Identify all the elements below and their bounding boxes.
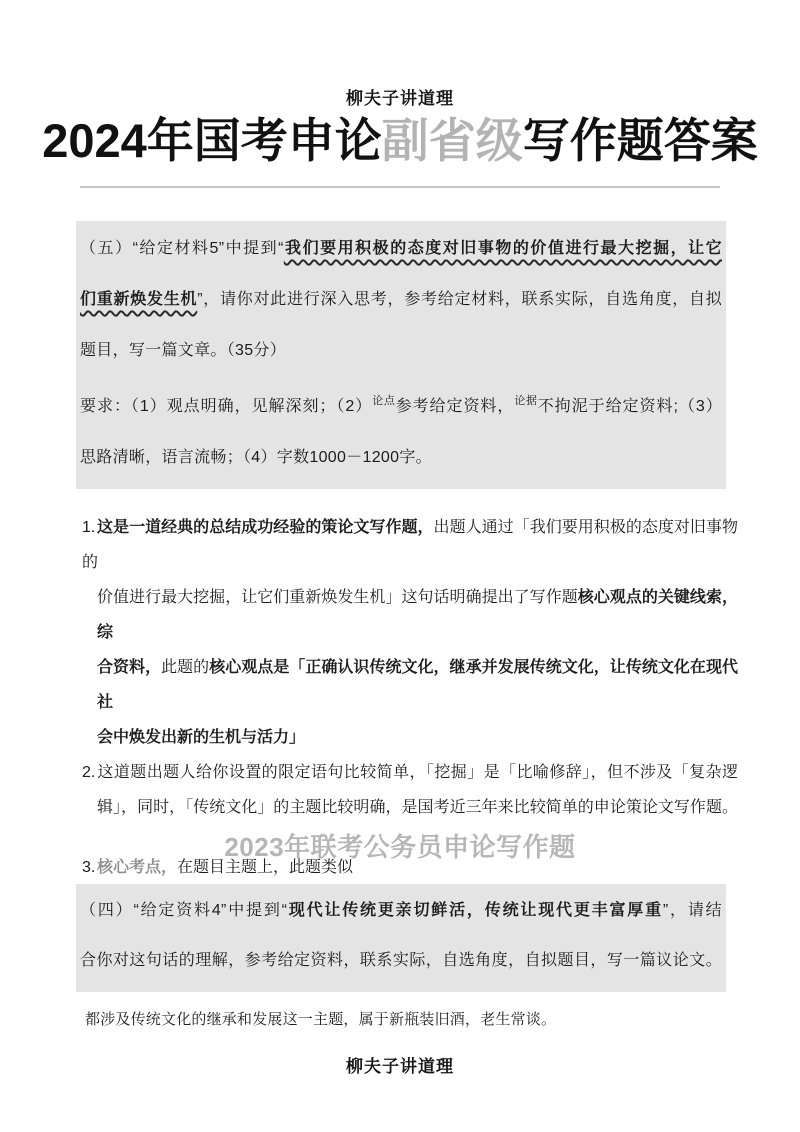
analysis-bold: 合资料， [97,659,162,676]
question-text: 题目，写一篇文章。（35分） [80,342,286,359]
analysis-item-1-line [82,650,738,720]
question-quote-underlined: 们重新焕发生机 [80,291,198,308]
question-box-2024 [76,221,726,489]
question-quote-underlined: 我们要用积极的态度对旧事物的价值进行最大挖掘，让它 [283,240,722,257]
question-line [80,432,722,483]
title-part-gray: 副省级 [381,114,523,167]
question-text: （四）“给定资料4”中提到“ [80,902,288,919]
section-heading-2023: 2023年联考公务员申论写作题 [224,832,576,862]
title-divider [80,186,720,188]
keypoint-label: 核心考点， [97,859,178,876]
question-text: 思路清晰，语言流畅；（4）字数1000－1200字。 [80,449,432,466]
question-box-2023 [76,884,726,992]
analysis-text: 这道题出题人给你设置的限定语句比较简单，「挖掘」是「比喻修辞」，但不涉及「复杂逻 [97,764,738,781]
analysis-item-1-line [82,510,738,580]
question-line [80,223,722,274]
analysis-item-2-line [82,755,738,790]
analysis-bold: 核心观点是「正确认识传统文化，继承并发展传统文化，让传统文化在现代社 [97,659,738,711]
question-text: ”，请你对此进行深入思考，参考给定材料，联系实际，自选角度，自拟 [197,291,722,308]
title-part-1: 2024年国考申论 [42,114,382,167]
analysis-text: 在题目主题上，此题类似 [177,859,354,876]
analysis-bold: 核心观点的关键线索，综 [97,589,738,641]
page-title [0,104,800,171]
question-line [80,936,722,986]
item-number: 1. [82,519,96,536]
comment-note: 都涉及传统文化的继承和发展这一主题，属于新瓶装旧酒，老生常谈。 [85,1011,557,1028]
analysis-text: 此题的 [161,659,210,676]
analysis-item-1-line [82,720,738,755]
analysis-text: 出题人通过「我们要用积极的态度对旧事物的 [82,519,738,571]
question-text: （五）“给定材料5”中提到“ [80,240,284,257]
item-number: 3. [82,859,96,876]
question-text: 合你对这句话的理解，参考给定资料，联系实际，自选角度，自拟题目，写一篇议论文。 [80,952,722,969]
question-quote-bold: 现代让传统更亲切鲜活，传统让现代更丰富厚重 [287,902,663,919]
annotation-lunju: 论据 [514,395,538,407]
analysis-item-1-line [82,580,738,650]
question-text: ”，请结 [662,902,722,919]
question-text: 不拘泥于给定资料;（3） [537,398,723,415]
question-line [80,325,722,376]
analysis-item-2-line [82,790,738,825]
question-text: 参考给定资料， [395,398,515,415]
analysis-bold: 这是一道经典的总结成功经验的策论文写作题， [97,519,434,536]
analysis-bold: 会中焕发出新的生机与活力」 [97,729,306,746]
analysis-text: 辑」，同时，「传统文化」的主题比较明确，是国考近三年来比较简单的申论策论文写作题。 [97,799,738,816]
question-text: 要求：（1）观点明确，见解深刻；（2） [80,398,373,415]
brand-header: 柳夫子讲道理 [346,89,454,108]
analysis-text: 价值进行最大挖掘，让它们重新焕发生机」这句话明确提出了写作题 [97,589,578,606]
item-number: 2. [82,764,96,781]
brand-footer: 柳夫子讲道理 [346,1057,454,1076]
annotation-lundian: 论点 [372,395,396,407]
question-line [80,274,722,325]
question-line [80,376,722,432]
title-part-2: 写作题答案 [522,114,758,167]
question-line [80,886,722,936]
